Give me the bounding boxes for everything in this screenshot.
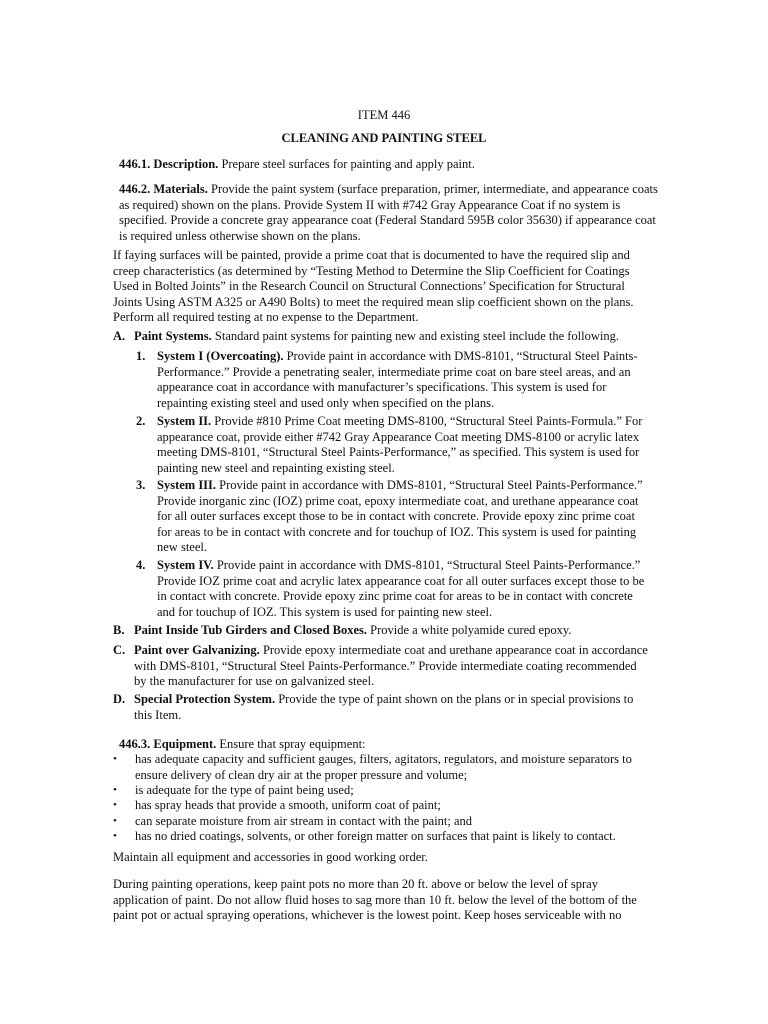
system-item <box>136 349 649 411</box>
system-label: System I (Overcoating). <box>157 349 284 363</box>
section-label: 446.2. Materials. <box>119 182 208 196</box>
list-item-text: has spray heads that provide a smooth, uniform coat of paint; <box>135 798 441 812</box>
item-D <box>113 692 649 723</box>
item-label: Paint Systems. <box>134 329 212 343</box>
bullet-icon: • <box>113 815 117 827</box>
item-label: Paint over Galvanizing. <box>134 643 260 657</box>
item-A <box>113 329 649 345</box>
list-item-text: has adequate capacity and sufficient gauges, filters, agitators, regulators, and moisture separators to ensure delivery of clean dry air at the proper pressure and volume; <box>135 752 632 782</box>
section-446-2 <box>119 182 659 244</box>
system-number: 4. <box>136 558 146 572</box>
item-label: Special Protection System. <box>134 692 276 706</box>
list-item <box>113 798 643 814</box>
item-letter: D. <box>113 692 126 706</box>
section-text: Provide the paint system (surface preparation, primer, intermediate, and appearance coats as required) shown on the plans. Provide System II with #742 Gray Appearance Coat if no system is specified. Provide a concrete gray appearance coat (Federal Standard 595B color 35630) if appearance coat is required unless otherwise shown on the plans. <box>119 182 658 243</box>
system-text: Provide paint in accordance with DMS-8101, “Structural Steel Paints-Performance.” Provide IOZ prime coat and acrylic latex appearance coat for all outer surfaces except those to be in contact with concrete. Provide epoxy zinc prime coat for areas to be in contact with concrete and for touchup of IOZ. This system is used for painting new steel. <box>157 558 645 619</box>
list-item <box>113 814 643 830</box>
item-label: Paint Inside Tub Girders and Closed Boxes. <box>134 623 368 637</box>
system-number: 3. <box>136 478 146 492</box>
bullet-icon: • <box>113 799 117 811</box>
section-text: Ensure that spray equipment: <box>219 737 366 751</box>
faying-surfaces-paragraph: If faying surfaces will be painted, provide a prime coat that is documented to have the required slip and creep characteristics (as determined by “Testing Method to Determine the Slip Coefficient for Coatings Used in Bolted Joints” in the Research Council on Structural Connections’ Specification for Structural Joints Using ASTM A325 or A490 Bolts) to meet the required mean slip coefficient shown on the plans. Perform all required testing at no expense to the Department. <box>113 248 634 325</box>
system-label: System IV. <box>157 558 214 572</box>
list-item-text: has no dried coatings, solvents, or other foreign matter on surfaces that paint is likely to contact. <box>135 829 616 843</box>
system-text: Provide paint in accordance with DMS-8101, “Structural Steel Paints-Performance.” Provide inorganic zinc (IOZ) prime coat, epoxy intermediate coat, and urethane appearance coat for all outer surfaces except those to be in contact with concrete. Provide epoxy zinc prime coat for areas to be in contact with concrete and for touchup of IOZ. This system is used for painting new steel. <box>157 478 643 555</box>
section-label: 446.1. Description. <box>119 157 219 171</box>
system-item <box>136 478 649 556</box>
section-label: 446.3. Equipment. <box>119 737 217 751</box>
item-B <box>113 623 649 639</box>
item-number: ITEM 446 <box>357 108 411 122</box>
item-C <box>113 643 649 690</box>
item-text: Provide the type of paint shown on the plans or in special provisions to this Item. <box>134 692 634 722</box>
system-number: 2. <box>136 414 146 428</box>
item-letter: A. <box>113 329 126 343</box>
system-label: System III. <box>157 478 217 492</box>
item-text: Provide epoxy intermediate coat and urethane appearance coat in accordance with DMS-8101, “Structural Steel Paints-Performance.” Provide intermediate coating recommended by the manufacturer for use on galvanized steel. <box>134 643 648 689</box>
bullet-icon: • <box>113 753 117 765</box>
section-446-1 <box>119 157 649 173</box>
painting-operations-paragraph: During painting operations, keep paint pots no more than 20 ft. above or below the level of spray application of paint. Do not allow fluid hoses to sag more than 10 ft. below the level of the bottom of the paint pot or actual spraying operations, whichever is the lowest point. Keep hoses serviceable with no <box>113 877 637 923</box>
system-text: Provide paint in accordance with DMS-8101, “Structural Steel Paints-Performance.” Provide a penetrating sealer, intermediate prime coat on bare steel areas, and an appearance coat in accordance with manufacturer’s specifications. This system is used for repainting existing steel and used only when specified on the plans. <box>157 349 638 410</box>
item-letter: C. <box>113 643 126 657</box>
list-item <box>113 829 643 845</box>
system-number: 1. <box>136 349 146 363</box>
system-item <box>136 558 649 620</box>
list-item <box>113 783 643 799</box>
system-label: System II. <box>157 414 212 428</box>
item-text: Standard paint systems for painting new and existing steel include the following. <box>214 329 619 343</box>
list-item-text: is adequate for the type of paint being used; <box>135 783 354 797</box>
section-446-3 <box>119 737 649 753</box>
item-letter: B. <box>113 623 125 637</box>
system-item <box>136 414 649 476</box>
bullet-icon: • <box>113 784 117 796</box>
bullet-icon: • <box>113 830 117 842</box>
list-item-text: can separate moisture from air stream in contact with the paint; and <box>135 814 473 828</box>
maintain-paragraph: Maintain all equipment and accessories in good working order. <box>113 850 428 864</box>
section-title: CLEANING AND PAINTING STEEL <box>281 131 487 145</box>
item-text: Provide a white polyamide cured epoxy. <box>370 623 572 637</box>
list-item <box>113 752 643 783</box>
system-text: Provide #810 Prime Coat meeting DMS-8100, “Structural Steel Paints-Formula.” For appearance coat, provide either #742 Gray Appearance Coat meeting DMS-8100 or acrylic latex meeting DMS-8101, “Structural Steel Paints-Performance,” as specified. This system is used for painting new steel and repainting existing steel. <box>157 414 643 475</box>
section-text: Prepare steel surfaces for painting and apply paint. <box>221 157 475 171</box>
